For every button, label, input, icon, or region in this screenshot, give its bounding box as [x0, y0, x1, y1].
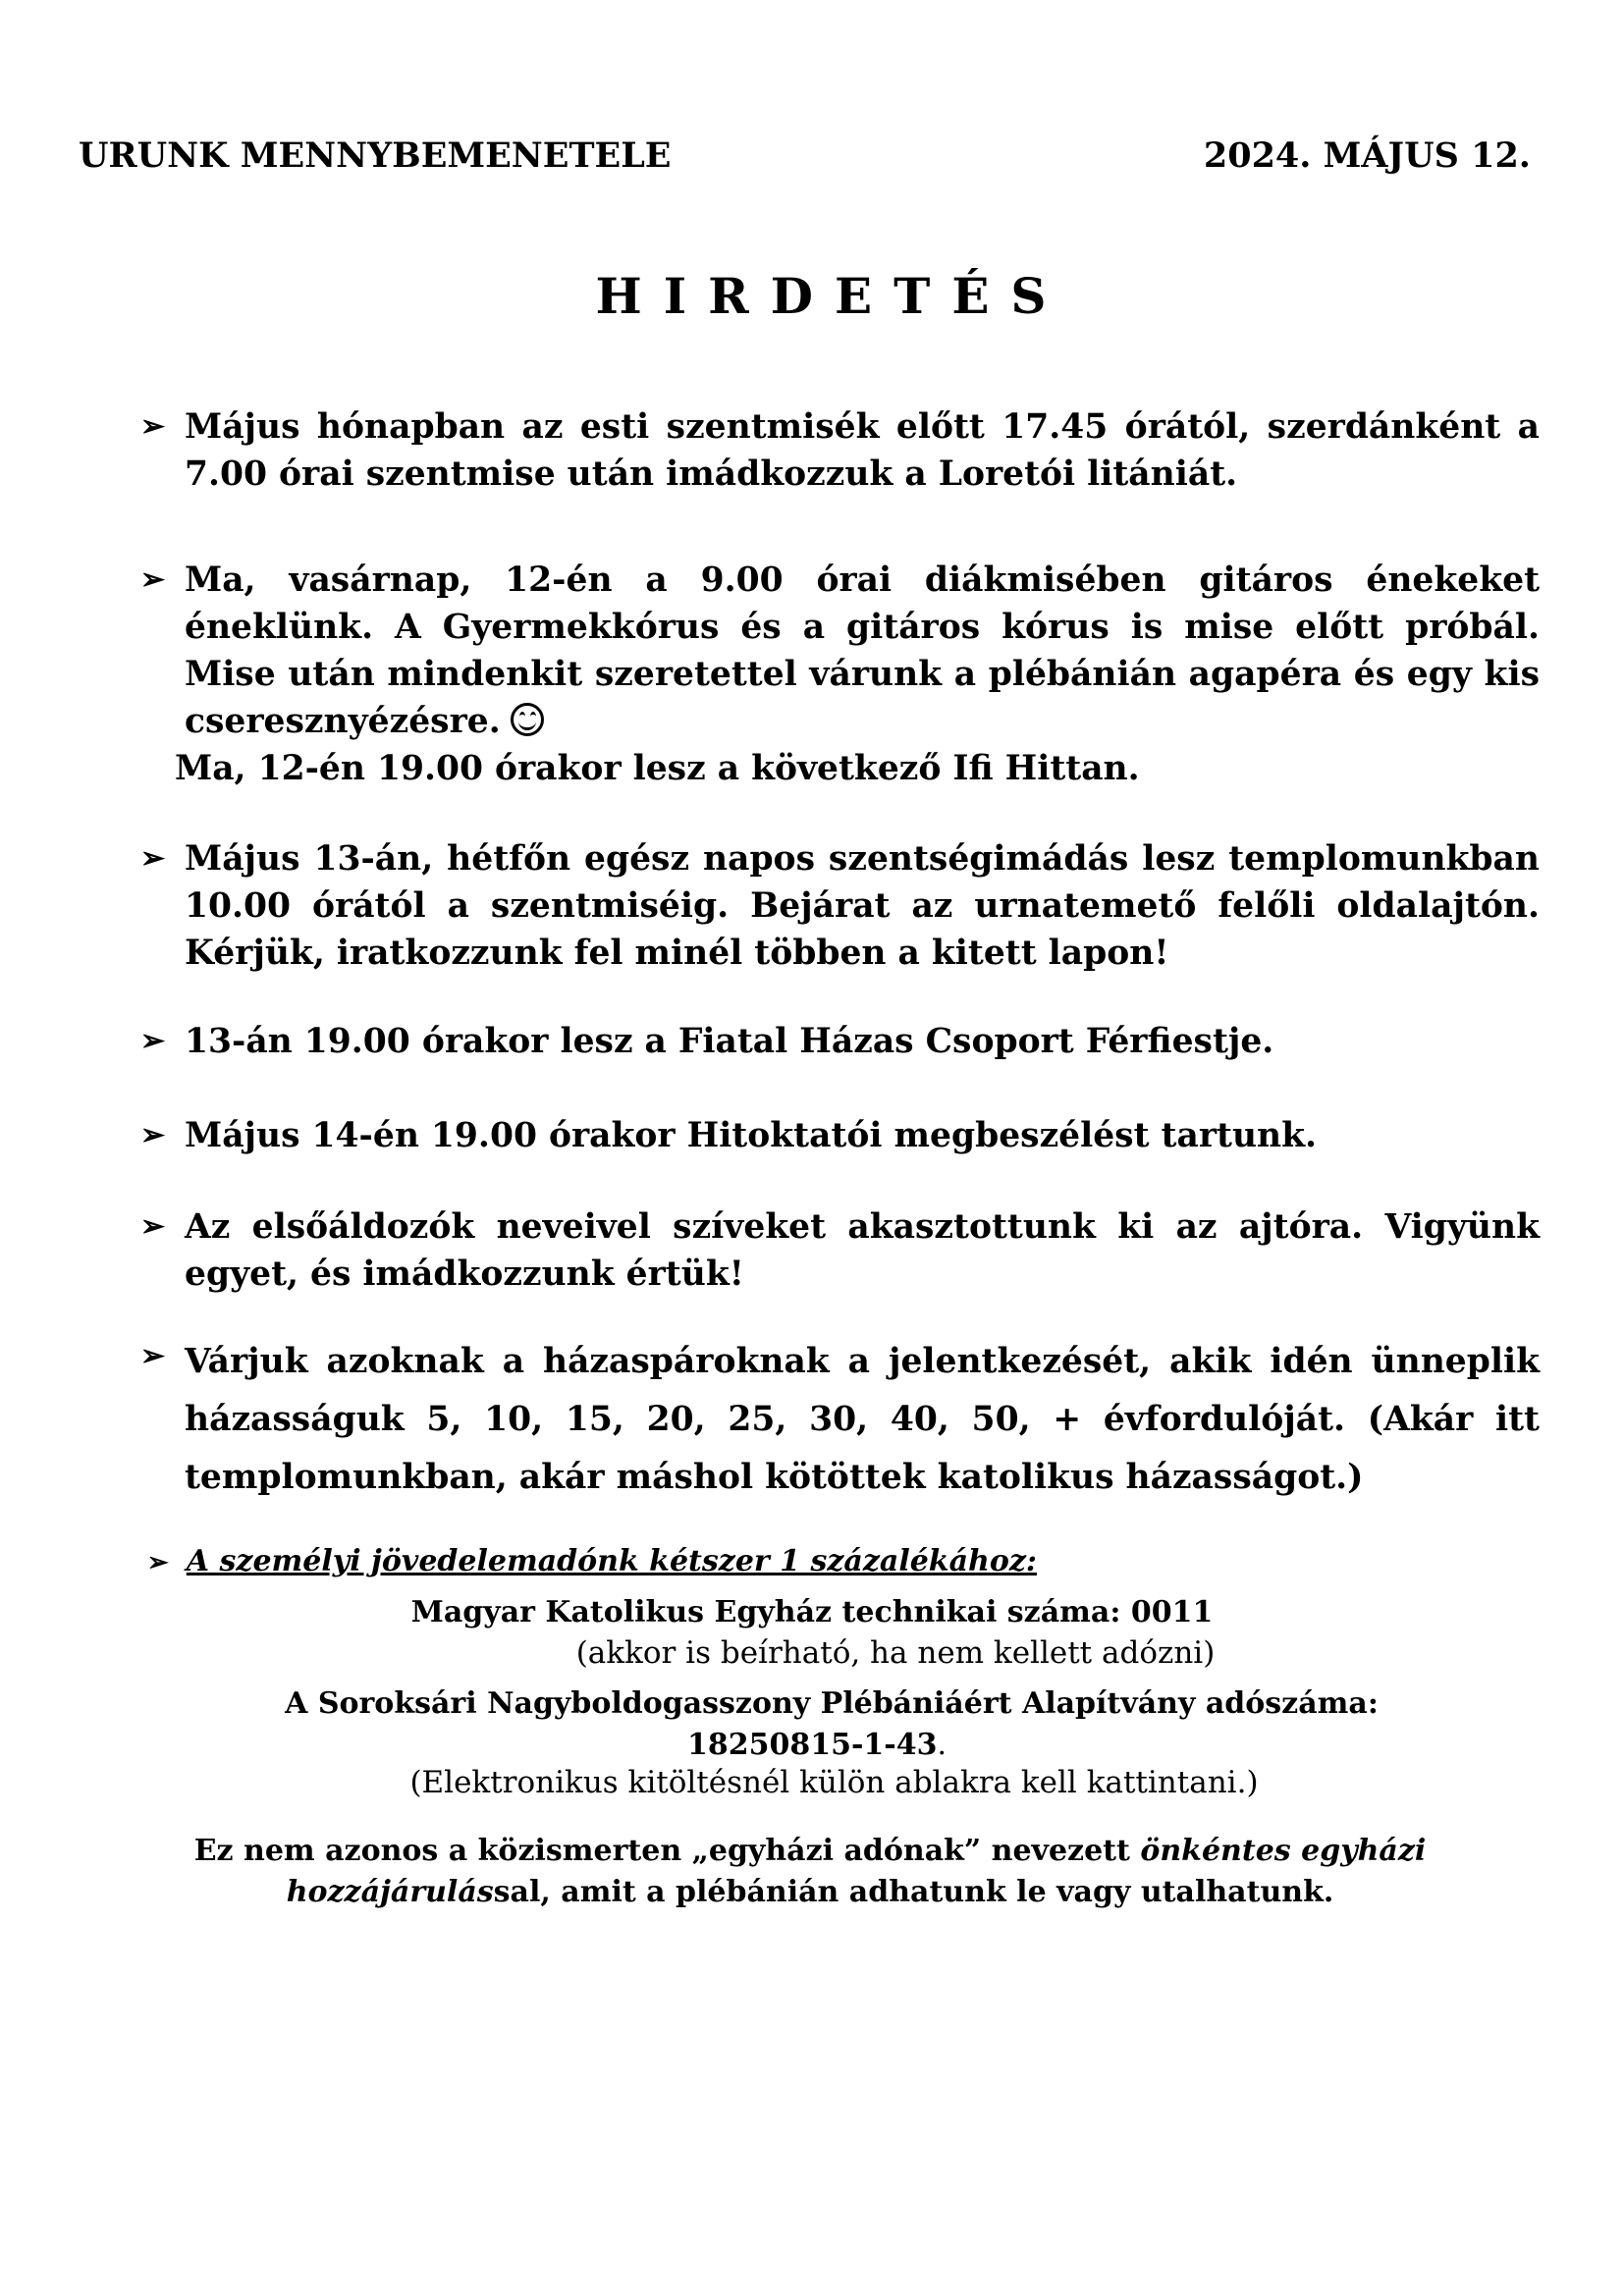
- church-tax-number: Magyar Katolikus Egyház technikai száma: 0011: [410, 1595, 1214, 1629]
- announcement-item: [140, 1203, 1540, 1298]
- tax-heading: [147, 1544, 1037, 1578]
- announcement-item: [140, 1112, 1540, 1159]
- announcement-item: [140, 1333, 1540, 1507]
- foundation-note: (Elektronikus kitöltésnél külön ablakra kell kattintani.): [409, 1765, 1259, 1800]
- arrow-bullet-icon: ➢: [140, 841, 166, 876]
- foundation-number-suffix: .: [937, 1728, 947, 1762]
- foundation-tax-number: [0, 1728, 1624, 1762]
- footer-text-1: Ez nem azonos a közismerten „egyházi adónak” nevezett: [193, 1834, 1141, 1868]
- arrow-bullet-icon: ➢: [140, 1118, 166, 1152]
- announcement-text: Várjuk azoknak a házaspároknak a jelentkezését, akik idén ünneplik házasságuk 5, 10, 15, 20, 25, 30, 40, 50, + évfordulóját. (Akár itt templomunkban, akár máshol kötöttek katolikus házasságot.): [185, 1342, 1540, 1497]
- foundation-number: 18250815-1-43: [686, 1728, 938, 1762]
- announcement-text-body: Ma, vasárnap, 12-én a 9.00 órai diákmisében gitáros énekeket éneklünk. A Gyermekkórus és a gitáros kórus is mise előtt próbál. Mise után mindenkit szeretettel várunk a plébánián agapéra és egy kis cseresznyézésre.: [185, 561, 1540, 741]
- arrow-bullet-icon: ➢: [140, 1024, 166, 1058]
- date: 2024. MÁJUS 12.: [1203, 135, 1531, 176]
- announcement-text: Május 13-án, hétfőn egész napos szentségimádás lesz templomunkban 10.00 órától a szentmiséig. Bejárat az urnatemető felőli oldalajtón. Kérjük, iratkozzunk fel minél többen a kitett lapon!: [185, 839, 1540, 973]
- arrow-bullet-icon: ➢: [140, 562, 166, 597]
- page-title: HIRDETÉS: [595, 267, 1068, 325]
- announcement-item: [140, 403, 1540, 498]
- footer-note: [147, 1831, 1473, 1913]
- footer-text-italic: önkéntes egyházi hozzájárulás: [286, 1834, 1427, 1909]
- footer-text-2: sal, amit a plébánián adhatunk le vagy utalhatunk.: [493, 1875, 1334, 1909]
- arrow-bullet-icon: ➢: [140, 1209, 166, 1244]
- smiley-icon: [511, 703, 544, 736]
- arrow-bullet-icon: ➢: [140, 409, 166, 444]
- announcement-text: [185, 557, 1540, 745]
- tax-heading-text: A személyi jövedelemadónk kétszer 1 százalékához:: [186, 1544, 1037, 1578]
- feast-name: URUNK MENNYBEMENETELE: [79, 135, 672, 176]
- announcement-item: [140, 1018, 1540, 1065]
- church-tax-note: (akkor is beírható, ha nem kellett adózni): [575, 1635, 1216, 1671]
- announcement-item: [140, 557, 1540, 745]
- arrow-bullet-icon: ➢: [147, 1548, 169, 1577]
- announcement-text: Az elsőáldozók neveivel szíveket akasztottunk ki az ajtóra. Vigyünk egyet, és imádkozzunk értük!: [185, 1207, 1540, 1294]
- announcement-text: 13-án 19.00 órakor lesz a Fiatal Házas Csoport Férfiestje.: [185, 1022, 1274, 1061]
- announcement-text: Május hónapban az esti szentmisék előtt 17.45 órától, szerdánként a 7.00 órai szentmise után imádkozzuk a Loretói litániát.: [185, 407, 1540, 494]
- announcement-extra-line: Ma, 12-én 19.00 órakor lesz a következő Ifi Hittan.: [175, 749, 1140, 788]
- arrow-bullet-icon: ➢: [140, 1339, 166, 1373]
- announcement-text: Május 14-én 19.00 órakor Hitoktatói megbeszélést tartunk.: [185, 1116, 1318, 1155]
- foundation-line: A Soroksári Nagyboldogasszony Plébániáért Alapítvány adószáma:: [285, 1686, 1379, 1721]
- announcement-item: [140, 835, 1540, 977]
